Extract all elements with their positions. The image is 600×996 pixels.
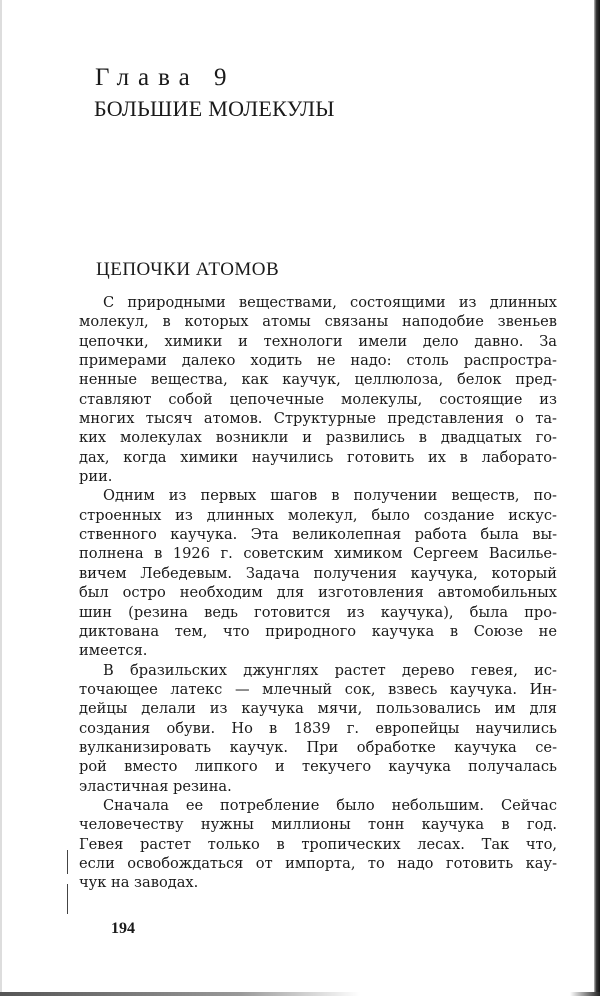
text-line: Одним из первых шагов в получении веществ, по- xyxy=(103,487,557,505)
text-line: В бразильских джунглях растет дерево гевея, ис- xyxy=(103,661,557,679)
text-line: примерами далеко ходить не надо: столь распростра- xyxy=(79,352,557,370)
text-line: цепочки, химики и технологи имели дело давно. За xyxy=(79,332,557,350)
page-number: 194 xyxy=(111,920,135,937)
text-line: Сначала ее потребление было небольшим. Сейчас xyxy=(103,796,557,814)
scan-edge-left xyxy=(0,0,2,996)
body-text xyxy=(79,293,557,893)
text-line: вулканизировать каучук. При обработке каучука се- xyxy=(79,738,557,756)
text-line: был остро необходим для изготовления автомобильных xyxy=(79,584,557,602)
text-line: ких молекулах возникли и развились в двадцатых го- xyxy=(79,429,557,447)
text-line: человечеству нужны миллионы тонн каучука в год. xyxy=(79,816,557,834)
text-line: многих тысяч атомов. Структурные представления о та- xyxy=(79,410,557,428)
scan-edge-bottom xyxy=(0,992,600,996)
text-line: Гевея растет только в тропических лесах. Так что, xyxy=(79,835,557,853)
text-line: эластичная резина. xyxy=(79,777,232,795)
text-line: точающее латекс — млечный сок, взвесь каучука. Ин- xyxy=(79,680,557,698)
margin-mark xyxy=(67,850,68,874)
margin-mark xyxy=(67,884,68,914)
chapter-label: Глава 9 xyxy=(95,64,236,91)
text-line: рии. xyxy=(79,468,113,486)
text-line: дейцы делали из каучука мячи, пользовались им для xyxy=(79,700,557,718)
text-line: рой вместо липкого и текучего каучука получалась xyxy=(79,758,557,776)
text-line: вичем Лебедевым. Задача получения каучука, который xyxy=(79,564,557,582)
section-title: ЦЕПОЧКИ АТОМОВ xyxy=(96,259,280,280)
text-line: дах, когда химики научились готовить их в лаборато- xyxy=(79,448,557,466)
text-line: ственного каучука. Эта великолепная работа была вы- xyxy=(79,526,557,544)
scan-edge-right xyxy=(594,0,600,996)
chapter-title: БОЛЬШИЕ МОЛЕКУЛЫ xyxy=(94,96,335,121)
text-line: молекул, в которых атомы связаны наподобие звеньев xyxy=(79,313,557,331)
text-line: строенных из длинных молекул, было создание искус- xyxy=(79,506,557,524)
text-line: чук на заводах. xyxy=(79,874,199,892)
text-line: ненные вещества, как каучук, целлюлоза, белок пред- xyxy=(79,371,557,389)
text-line: ставляют собой цепочечные молекулы, состоящие из xyxy=(79,390,557,408)
text-line: создания обуви. Но в 1839 г. европейцы научились xyxy=(79,719,557,737)
text-line: полнена в 1926 г. советским химиком Сергеем Василье- xyxy=(79,545,557,563)
text-line: имеется. xyxy=(79,642,148,660)
text-line: если освобождаться от импорта, то надо готовить кау- xyxy=(79,854,557,872)
text-line: шин (резина ведь готовится из каучука), была про- xyxy=(79,603,557,621)
text-line: диктована тем, что природного каучука в Союзе не xyxy=(79,622,557,640)
text-line: С природными веществами, состоящими из длинных xyxy=(103,294,557,311)
